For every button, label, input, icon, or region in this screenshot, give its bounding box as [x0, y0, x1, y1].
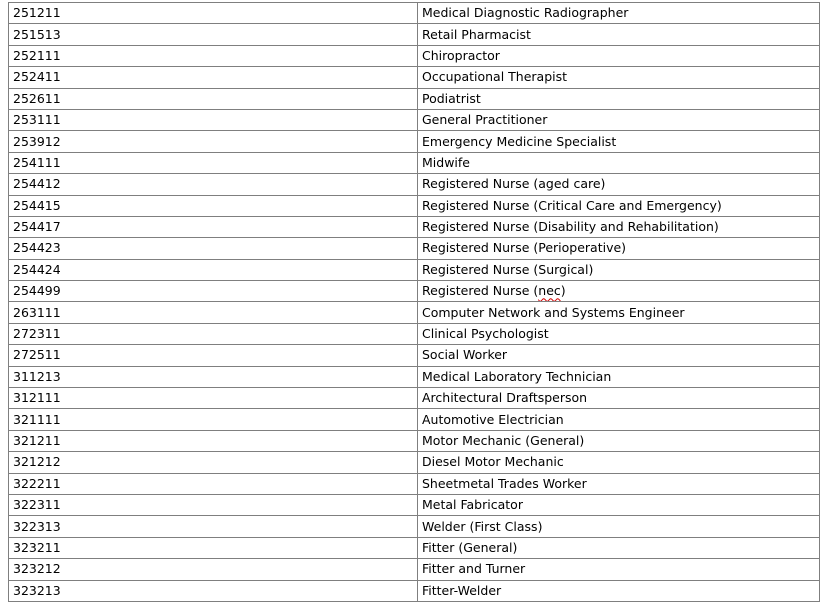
table-row: [9, 409, 820, 430]
anzsco-code-cell: 312111: [9, 388, 418, 409]
anzsco-code-cell: 321211: [9, 430, 418, 451]
anzsco-code-cell: 311213: [9, 366, 418, 387]
anzsco-code-cell: 253111: [9, 109, 418, 130]
table-row: [9, 45, 820, 66]
occupation-cell: Social Worker: [418, 345, 820, 366]
anzsco-code-cell: 323212: [9, 559, 418, 580]
anzsco-code-cell: 254423: [9, 238, 418, 259]
occupation-cell: Retail Pharmacist: [418, 24, 820, 45]
table-row: [9, 109, 820, 130]
table-row: [9, 302, 820, 323]
occupation-cell: Fitter (General): [418, 537, 820, 558]
table-row: [9, 494, 820, 515]
anzsco-code-cell: 254417: [9, 216, 418, 237]
occupation-cell: Registered Nurse (Perioperative): [418, 238, 820, 259]
occupation-cell: Occupational Therapist: [418, 67, 820, 88]
anzsco-code-cell: 254412: [9, 174, 418, 195]
occupation-cell: Motor Mechanic (General): [418, 430, 820, 451]
occupation-text-suffix: ): [560, 283, 566, 299]
table-row: [9, 152, 820, 173]
occupation-cell: Podiatrist: [418, 88, 820, 109]
anzsco-code-cell: 321111: [9, 409, 418, 430]
occupation-cell: [418, 281, 820, 302]
anzsco-code-cell: 253912: [9, 131, 418, 152]
table-row: [9, 259, 820, 280]
occupation-cell: Registered Nurse (Critical Care and Emergency): [418, 195, 820, 216]
occupation-cell: Diesel Motor Mechanic: [418, 452, 820, 473]
anzsco-code-cell: 251211: [9, 3, 418, 24]
occupation-cell: Registered Nurse (Disability and Rehabilitation): [418, 216, 820, 237]
table-row: [9, 537, 820, 558]
table-row: [9, 366, 820, 387]
occupation-cell: Computer Network and Systems Engineer: [418, 302, 820, 323]
anzsco-code-cell: 322211: [9, 473, 418, 494]
anzsco-code-cell: 322311: [9, 494, 418, 515]
table-row: [9, 516, 820, 537]
table-row: [9, 473, 820, 494]
anzsco-code-cell: 321212: [9, 452, 418, 473]
anzsco-code-cell: 322313: [9, 516, 418, 537]
occupation-cell: Midwife: [418, 152, 820, 173]
table-row: [9, 67, 820, 88]
table-row: [9, 388, 820, 409]
table-row: [9, 24, 820, 45]
occupation-cell: Medical Laboratory Technician: [418, 366, 820, 387]
anzsco-code-cell: 254415: [9, 195, 418, 216]
table-row: [9, 238, 820, 259]
anzsco-code-cell: 254111: [9, 152, 418, 173]
occupation-cell: Fitter-Welder: [418, 580, 820, 601]
anzsco-code-cell: 263111: [9, 302, 418, 323]
anzsco-code-cell: 251513: [9, 24, 418, 45]
table-row: [9, 195, 820, 216]
table-row: [9, 452, 820, 473]
table-row: [9, 281, 820, 302]
occupation-cell: Emergency Medicine Specialist: [418, 131, 820, 152]
spellcheck-flagged-word: nec: [538, 283, 561, 299]
table-row: [9, 3, 820, 24]
occupation-cell: General Practitioner: [418, 109, 820, 130]
occupation-cell: Sheetmetal Trades Worker: [418, 473, 820, 494]
occupation-cell: Welder (First Class): [418, 516, 820, 537]
table-row: [9, 430, 820, 451]
occupation-cell: Clinical Psychologist: [418, 323, 820, 344]
occupation-cell: Automotive Electrician: [418, 409, 820, 430]
anzsco-code-cell: 254424: [9, 259, 418, 280]
table-row: [9, 131, 820, 152]
table-row: [9, 345, 820, 366]
table-row: [9, 323, 820, 344]
table-row: [9, 216, 820, 237]
anzsco-code-cell: 323211: [9, 537, 418, 558]
occupation-cell: Metal Fabricator: [418, 494, 820, 515]
occupation-cell: Registered Nurse (Surgical): [418, 259, 820, 280]
occupation-cell: Architectural Draftsperson: [418, 388, 820, 409]
occupation-cell: Chiropractor: [418, 45, 820, 66]
anzsco-code-cell: 254499: [9, 281, 418, 302]
occupation-cell: Medical Diagnostic Radiographer: [418, 3, 820, 24]
occupation-text-prefix: Registered Nurse (: [422, 283, 539, 299]
table-row: [9, 88, 820, 109]
occupation-table: [8, 2, 820, 602]
anzsco-code-cell: 272511: [9, 345, 418, 366]
anzsco-code-cell: 272311: [9, 323, 418, 344]
anzsco-code-cell: 252611: [9, 88, 418, 109]
occupation-cell: Fitter and Turner: [418, 559, 820, 580]
anzsco-code-cell: 323213: [9, 580, 418, 601]
table-row: [9, 174, 820, 195]
anzsco-code-cell: 252411: [9, 67, 418, 88]
anzsco-code-cell: 252111: [9, 45, 418, 66]
table-row: [9, 559, 820, 580]
table-row: [9, 580, 820, 601]
occupation-cell: Registered Nurse (aged care): [418, 174, 820, 195]
